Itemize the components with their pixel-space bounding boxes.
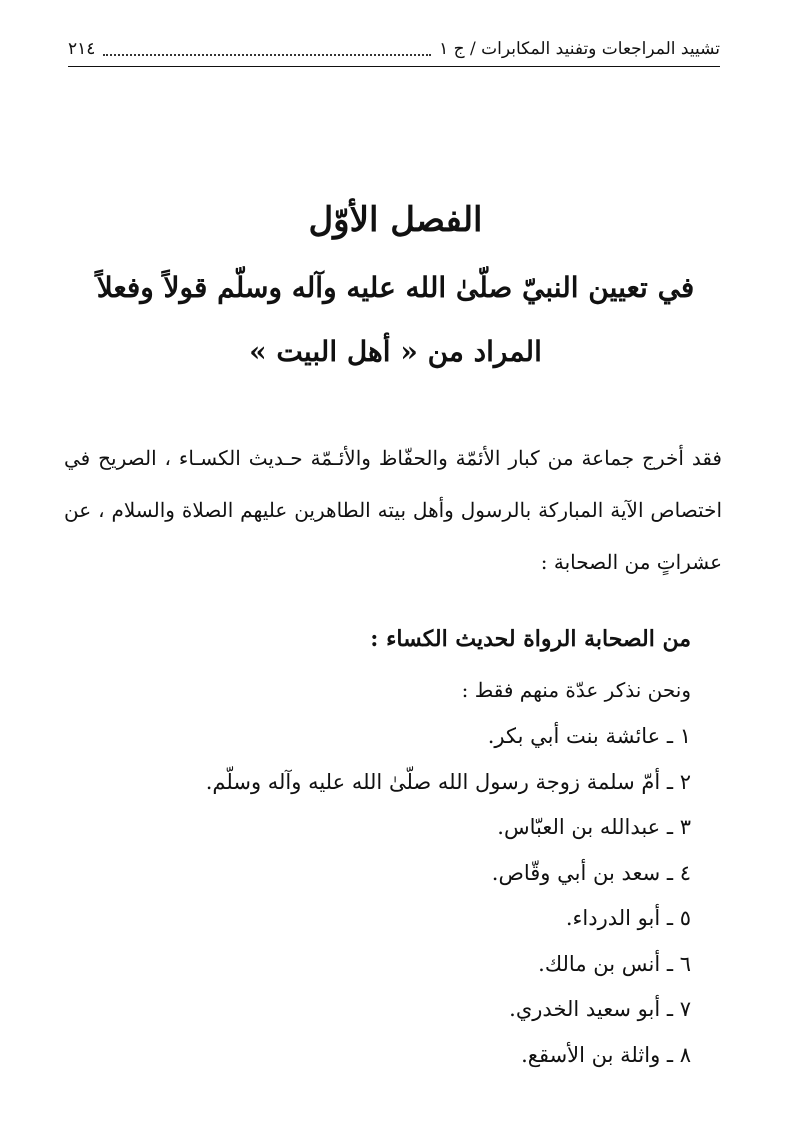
- list-item: ٥ ـ أبو الدرداء.: [565, 906, 691, 930]
- chapter-subtitle-line1: في تعيين النبيّ صلّىٰ الله عليه وآله وسلّم قولاً وفعلاً: [96, 271, 695, 304]
- chapter-subtitle-line2: المراد من « أهل البيت »: [249, 335, 542, 368]
- header-rule: [68, 66, 720, 67]
- header-leader-dots: [103, 54, 431, 56]
- list-item: ٤ ـ سعد بن أبي وقّاص.: [491, 860, 691, 885]
- page-header: [68, 34, 720, 64]
- list-item: ٧ ـ أبو سعيد الخدري.: [509, 997, 691, 1021]
- list-item: ٦ ـ أنس بن مالك.: [538, 951, 691, 976]
- list-item: ٣ ـ عبدالله بن العبّاس.: [497, 815, 691, 839]
- page-number: ٢١٤: [68, 39, 96, 59]
- narrator-list: [206, 714, 691, 1078]
- list-item: ٢ ـ أمّ سلمة زوجة رسول الله صلّىٰ الله عليه وآله وسلّم.: [205, 769, 691, 794]
- list-item: ٨ ـ واثلة بن الأسقع.: [521, 1042, 691, 1067]
- chapter-title: الفصل الأوّل: [308, 200, 483, 240]
- list-item: ١ ـ عائشة بنت أبي بكر.: [487, 724, 691, 748]
- body-paragraph: فقد أخرج جماعة من كبار الأئمّة والحفّاظ والأئـمّة حـديث الكسـاء ، الصريح في اختصاص الآية المباركة بالرسول وأهل بيته الطاهرين عليهم الصلاة والسلام ، عن عشراتٍ من الصحابة :: [64, 446, 722, 574]
- running-title: تشييد المراجعات وتفنيد المكابرات / ج ١: [439, 39, 720, 59]
- intro-line: ونحن نذكر عدّة منهم فقط :: [461, 678, 691, 702]
- section-heading: من الصحابة الرواة لحديث الكساء :: [370, 626, 691, 652]
